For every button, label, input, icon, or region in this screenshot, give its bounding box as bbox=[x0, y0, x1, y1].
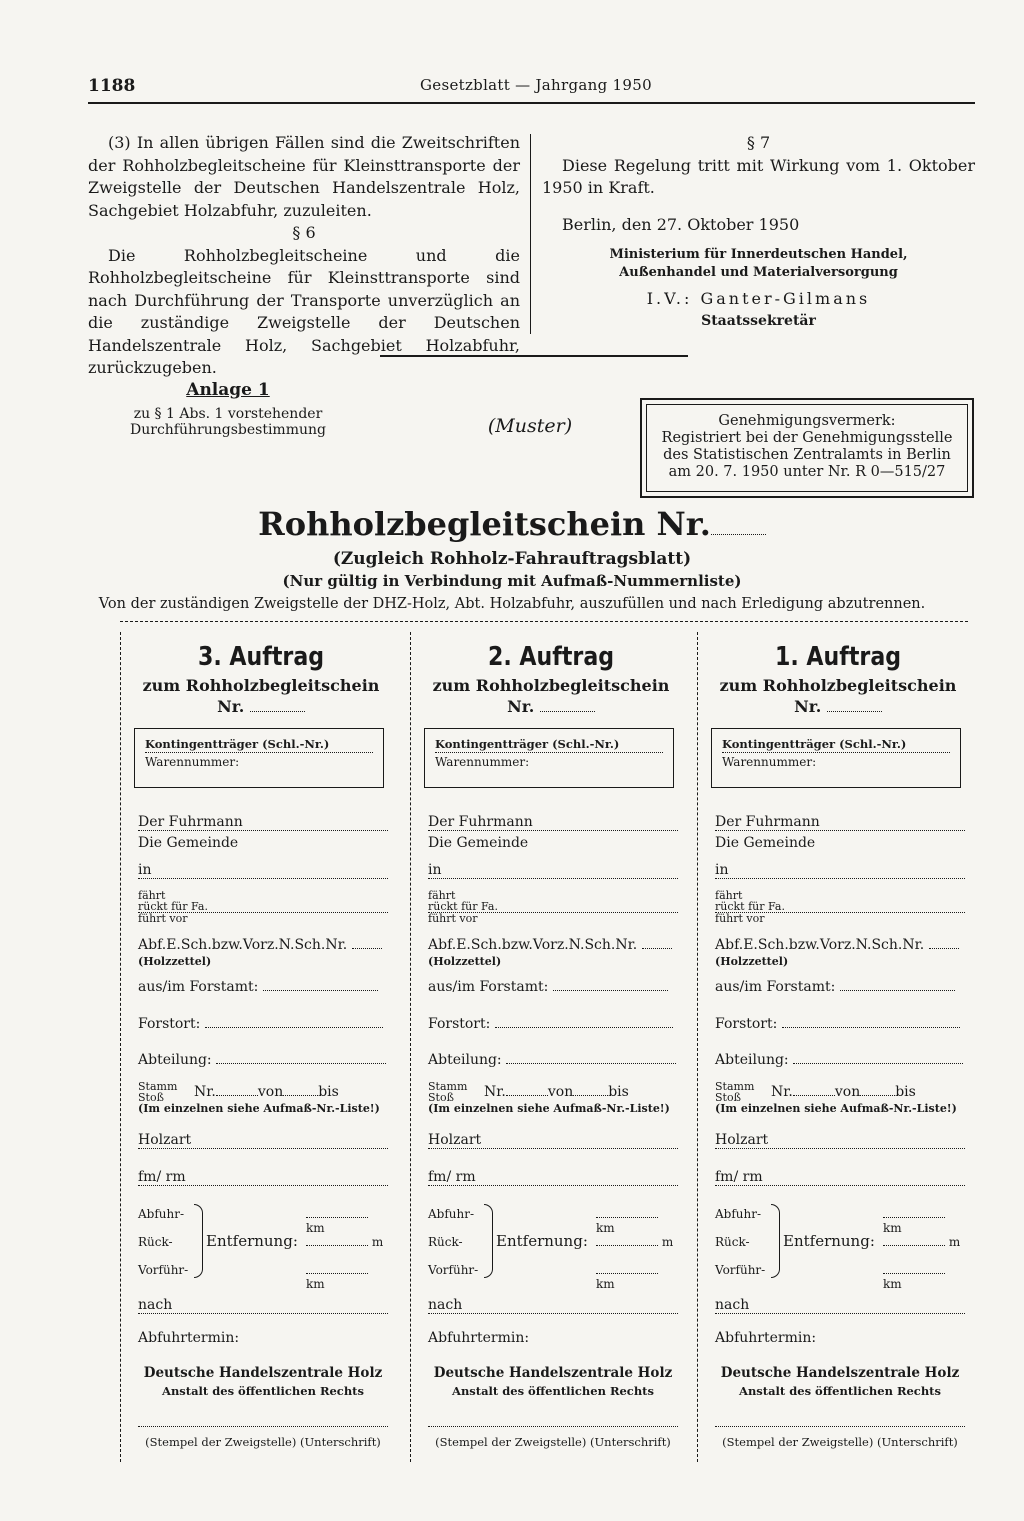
stamm-label: Stamm bbox=[428, 1080, 468, 1093]
warennummer-label: Warennummer: bbox=[435, 755, 530, 769]
dhz-anstalt: Anstalt des öffentlichen Rechts bbox=[452, 1384, 654, 1398]
forstort-field[interactable]: Forstort: bbox=[715, 1016, 965, 1032]
vorfuehr-label: Vorführ- bbox=[428, 1263, 479, 1277]
faehrt-label: fährt bbox=[715, 889, 743, 902]
distance-km-2[interactable]: km bbox=[306, 1263, 388, 1291]
einzelnen-note: (Im einzelnen siehe Aufmaß-Nr.-Liste!) bbox=[715, 1102, 957, 1115]
in-field[interactable]: in bbox=[138, 862, 388, 879]
abf-field[interactable]: Abf.E.Sch.bzw.Vorz.N.Sch.Nr. bbox=[715, 937, 965, 953]
annex-subtitle-2: Durchführungsbestimmung bbox=[130, 422, 326, 438]
form-subtitle-1: (Zugleich Rohholz-Fahrauftragsblatt) bbox=[332, 549, 692, 569]
dhz-anstalt: Anstalt des öffentlichen Rechts bbox=[162, 1384, 364, 1398]
distance-km-2[interactable]: km bbox=[596, 1263, 678, 1291]
section-7-text: Diese Regelung tritt mit Wirkung vom 1. Oktober 1950 in Kraft. bbox=[542, 155, 975, 197]
distance-bracket bbox=[484, 1204, 493, 1278]
tear-off-line bbox=[120, 621, 968, 622]
holzzettel-label: (Holzzettel) bbox=[428, 955, 502, 968]
nr-von-bis-field[interactable]: Nr. von bis bbox=[194, 1084, 339, 1100]
stamm-label: Stamm bbox=[138, 1080, 178, 1093]
kontingent-label: Kontingentträger (Schl.-Nr.) bbox=[722, 737, 950, 753]
abteilung-field[interactable]: Abteilung: bbox=[138, 1052, 388, 1068]
fuhrmann-field[interactable]: Der Fuhrmann bbox=[715, 814, 965, 831]
dhz-name: Deutsche Handelszentrale Holz bbox=[720, 1365, 960, 1381]
rueck-label: Rück- bbox=[715, 1235, 750, 1249]
approval-line-4: am 20. 7. 1950 unter Nr. R 0—515/27 bbox=[668, 464, 946, 480]
approval-box bbox=[640, 398, 974, 498]
nr-von-bis-field[interactable]: Nr. von bis bbox=[484, 1084, 629, 1100]
stoss-label: Stoß bbox=[138, 1091, 164, 1104]
signatory-title: Staatssekretär bbox=[701, 312, 816, 329]
gemeinde-label: Die Gemeinde bbox=[138, 835, 239, 851]
abfuhr-label: Abfuhr- bbox=[138, 1207, 185, 1221]
form-title: Rohholzbegleitschein Nr. bbox=[0, 505, 1024, 543]
holzart-field[interactable]: Holzart bbox=[138, 1132, 388, 1149]
forstort-field[interactable]: Forstort: bbox=[428, 1016, 678, 1032]
auftrag-nr: Nr. bbox=[416, 697, 686, 716]
in-field[interactable]: in bbox=[715, 862, 965, 879]
auftrag-subtitle: zum Rohholzbegleitschein bbox=[719, 676, 957, 695]
approval-line-3: des Statistischen Zentralamts in Berlin bbox=[663, 447, 951, 463]
holzart-field[interactable]: Holzart bbox=[428, 1132, 678, 1149]
distance-bracket bbox=[194, 1204, 203, 1278]
abfuhrtermin-field[interactable]: Abfuhrtermin: bbox=[428, 1330, 530, 1346]
fm-rm-field[interactable]: fm/ rm bbox=[428, 1169, 678, 1186]
approval-line-1: Genehmigungsvermerk: bbox=[718, 413, 896, 429]
dhz-name: Deutsche Handelszentrale Holz bbox=[143, 1365, 383, 1381]
ministry-line-2: Außenhandel und Materialversorgung bbox=[619, 265, 898, 280]
auftrag-title: 3. Auftrag bbox=[197, 642, 325, 672]
form-instruction: Von der zuständigen Zweigstelle der DHZ-Holz, Abt. Holzabfuhr, auszufüllen und nach Erledigung abzutrennen. bbox=[98, 596, 926, 612]
approval-box-inner bbox=[646, 404, 968, 492]
dhz-name: Deutsche Handelszentrale Holz bbox=[433, 1365, 673, 1381]
nach-field[interactable]: nach bbox=[138, 1297, 388, 1314]
muster-label: (Muster) bbox=[487, 415, 573, 437]
auftrag-title: 1. Auftrag bbox=[774, 642, 902, 672]
kontingent-label: Kontingentträger (Schl.-Nr.) bbox=[435, 737, 663, 753]
paragraph-3: (3) In allen übrigen Fällen sind die Zweitschriften der Rohholzbegleitscheine für Kleinsttransporte der Zweigstelle der Deutschen Handelszentrale Holz, Sachgebiet Holzabfuhr, zuzuleiten. bbox=[88, 133, 520, 220]
abfuhrtermin-field[interactable]: Abfuhrtermin: bbox=[138, 1330, 240, 1346]
auftrag-subtitle: zum Rohholzbegleitschein bbox=[432, 676, 670, 695]
auftrag-title: 2. Auftrag bbox=[487, 642, 615, 672]
holzzettel-label: (Holzzettel) bbox=[715, 955, 789, 968]
forstamt-field[interactable]: aus/im Forstamt: bbox=[138, 979, 388, 995]
auftrag-nr: Nr. bbox=[703, 697, 973, 716]
distance-m[interactable]: m bbox=[883, 1235, 965, 1249]
faehrt-label: fährt bbox=[428, 889, 456, 902]
kontingent-box bbox=[711, 728, 961, 788]
holzart-field[interactable]: Holzart bbox=[715, 1132, 965, 1149]
signatory: I.V.: Ganter-Gilmans bbox=[646, 289, 871, 308]
ministry-line-1: Ministerium für Innerdeutschen Handel, bbox=[609, 247, 908, 262]
tear-line-3 bbox=[697, 632, 698, 1462]
holzzettel-label: (Holzzettel) bbox=[138, 955, 212, 968]
stoss-label: Stoß bbox=[715, 1091, 741, 1104]
abfuhr-label: Abfuhr- bbox=[715, 1207, 762, 1221]
separator-rule bbox=[380, 355, 688, 357]
fm-rm-field[interactable]: fm/ rm bbox=[138, 1169, 388, 1186]
faehrt-label: fährt bbox=[138, 889, 166, 902]
abf-field[interactable]: Abf.E.Sch.bzw.Vorz.N.Sch.Nr. bbox=[138, 937, 388, 953]
annex-subtitle-1: zu § 1 Abs. 1 vorstehender bbox=[133, 406, 323, 422]
abfuhrtermin-field[interactable]: Abfuhrtermin: bbox=[715, 1330, 817, 1346]
distance-m[interactable]: m bbox=[596, 1235, 678, 1249]
signature-line[interactable] bbox=[715, 1425, 965, 1427]
rueck-label: Rück- bbox=[428, 1235, 463, 1249]
order-column bbox=[126, 632, 396, 1452]
kontingent-label: Kontingentträger (Schl.-Nr.) bbox=[145, 737, 373, 753]
warennummer-label: Warennummer: bbox=[145, 755, 240, 769]
signature-line[interactable] bbox=[428, 1425, 678, 1427]
kontingent-box bbox=[424, 728, 674, 788]
fuehrt-label: führt vor bbox=[138, 912, 188, 925]
dhz-anstalt: Anstalt des öffentlichen Rechts bbox=[739, 1384, 941, 1398]
kontingent-box bbox=[134, 728, 384, 788]
rueckt-field[interactable]: rückt für Fa. bbox=[138, 901, 388, 913]
tear-line-1 bbox=[120, 632, 121, 1462]
abfuhr-label: Abfuhr- bbox=[428, 1207, 475, 1221]
section-6-text: Die Rohholzbegleitscheine und die Rohholzbegleitscheine für Kleinsttransporte sind nach Durchführung der Transporte unverzüglich an die zuständige Zweigstelle der Deutschen Handelszentrale Holz, Sachgebiet Holzabfuhr, zurückzugeben. bbox=[88, 245, 520, 377]
rueckt-field[interactable]: rückt für Fa. bbox=[428, 901, 678, 913]
section-7-heading: § 7 bbox=[746, 133, 771, 152]
column-divider bbox=[530, 134, 531, 334]
entfernung-label: Entfernung: bbox=[783, 1232, 875, 1250]
distance-km-1[interactable]: km bbox=[596, 1207, 678, 1235]
section-6-heading: § 6 bbox=[292, 223, 316, 242]
distance-km-2[interactable]: km bbox=[883, 1263, 965, 1291]
stoss-label: Stoß bbox=[428, 1091, 454, 1104]
stamm-label: Stamm bbox=[715, 1080, 755, 1093]
order-column bbox=[416, 632, 686, 1452]
fuhrmann-field[interactable]: Der Fuhrmann bbox=[138, 814, 388, 831]
stempel-caption: (Stempel der Zweigstelle) (Unterschrift) bbox=[435, 1435, 671, 1449]
distance-m[interactable]: m bbox=[306, 1235, 388, 1249]
warennummer-label: Warennummer: bbox=[722, 755, 817, 769]
running-title: Gesetzblatt — Jahrgang 1950 bbox=[420, 76, 652, 94]
signature-line[interactable] bbox=[138, 1425, 388, 1427]
forstamt-field[interactable]: aus/im Forstamt: bbox=[715, 979, 965, 995]
date-line: Berlin, den 27. Oktober 1950 bbox=[562, 214, 800, 234]
approval-line-2: Registriert bei der Genehmigungsstelle bbox=[661, 430, 953, 446]
gemeinde-label: Die Gemeinde bbox=[715, 835, 816, 851]
rueckt-field[interactable]: rückt für Fa. bbox=[715, 901, 965, 913]
right-text-column bbox=[542, 132, 975, 331]
entfernung-label: Entfernung: bbox=[206, 1232, 298, 1250]
fuhrmann-field[interactable]: Der Fuhrmann bbox=[428, 814, 678, 831]
rueck-label: Rück- bbox=[138, 1235, 173, 1249]
distance-km-1[interactable]: km bbox=[883, 1207, 965, 1235]
header-rule bbox=[88, 102, 975, 104]
stempel-caption: (Stempel der Zweigstelle) (Unterschrift) bbox=[145, 1435, 381, 1449]
nr-von-bis-field[interactable]: Nr. von bis bbox=[771, 1084, 916, 1100]
auftrag-subtitle: zum Rohholzbegleitschein bbox=[142, 676, 380, 695]
gemeinde-label: Die Gemeinde bbox=[428, 835, 529, 851]
einzelnen-note: (Im einzelnen siehe Aufmaß-Nr.-Liste!) bbox=[428, 1102, 670, 1115]
distance-bracket bbox=[771, 1204, 780, 1278]
left-text-column bbox=[88, 132, 520, 380]
page-number: 1188 bbox=[88, 76, 136, 96]
form-subtitle-2: (Nur gültig in Verbindung mit Aufmaß-Nummernliste) bbox=[282, 572, 742, 590]
order-column bbox=[703, 632, 973, 1452]
abteilung-field[interactable]: Abteilung: bbox=[715, 1052, 965, 1068]
vorfuehr-label: Vorführ- bbox=[715, 1263, 766, 1277]
distance-km-1[interactable]: km bbox=[306, 1207, 388, 1235]
abf-field[interactable]: Abf.E.Sch.bzw.Vorz.N.Sch.Nr. bbox=[428, 937, 678, 953]
forstort-field[interactable]: Forstort: bbox=[138, 1016, 388, 1032]
nach-field[interactable]: nach bbox=[715, 1297, 965, 1314]
abteilung-field[interactable]: Abteilung: bbox=[428, 1052, 678, 1068]
fuehrt-label: führt vor bbox=[428, 912, 478, 925]
nach-field[interactable]: nach bbox=[428, 1297, 678, 1314]
einzelnen-note: (Im einzelnen siehe Aufmaß-Nr.-Liste!) bbox=[138, 1102, 380, 1115]
entfernung-label: Entfernung: bbox=[496, 1232, 588, 1250]
in-field[interactable]: in bbox=[428, 862, 678, 879]
tear-line-2 bbox=[410, 632, 411, 1462]
fuehrt-label: führt vor bbox=[715, 912, 765, 925]
annex-block bbox=[88, 380, 368, 438]
annex-title: Anlage 1 bbox=[186, 380, 270, 400]
auftrag-nr: Nr. bbox=[126, 697, 396, 716]
forstamt-field[interactable]: aus/im Forstamt: bbox=[428, 979, 678, 995]
stempel-caption: (Stempel der Zweigstelle) (Unterschrift) bbox=[722, 1435, 958, 1449]
fm-rm-field[interactable]: fm/ rm bbox=[715, 1169, 965, 1186]
vorfuehr-label: Vorführ- bbox=[138, 1263, 189, 1277]
